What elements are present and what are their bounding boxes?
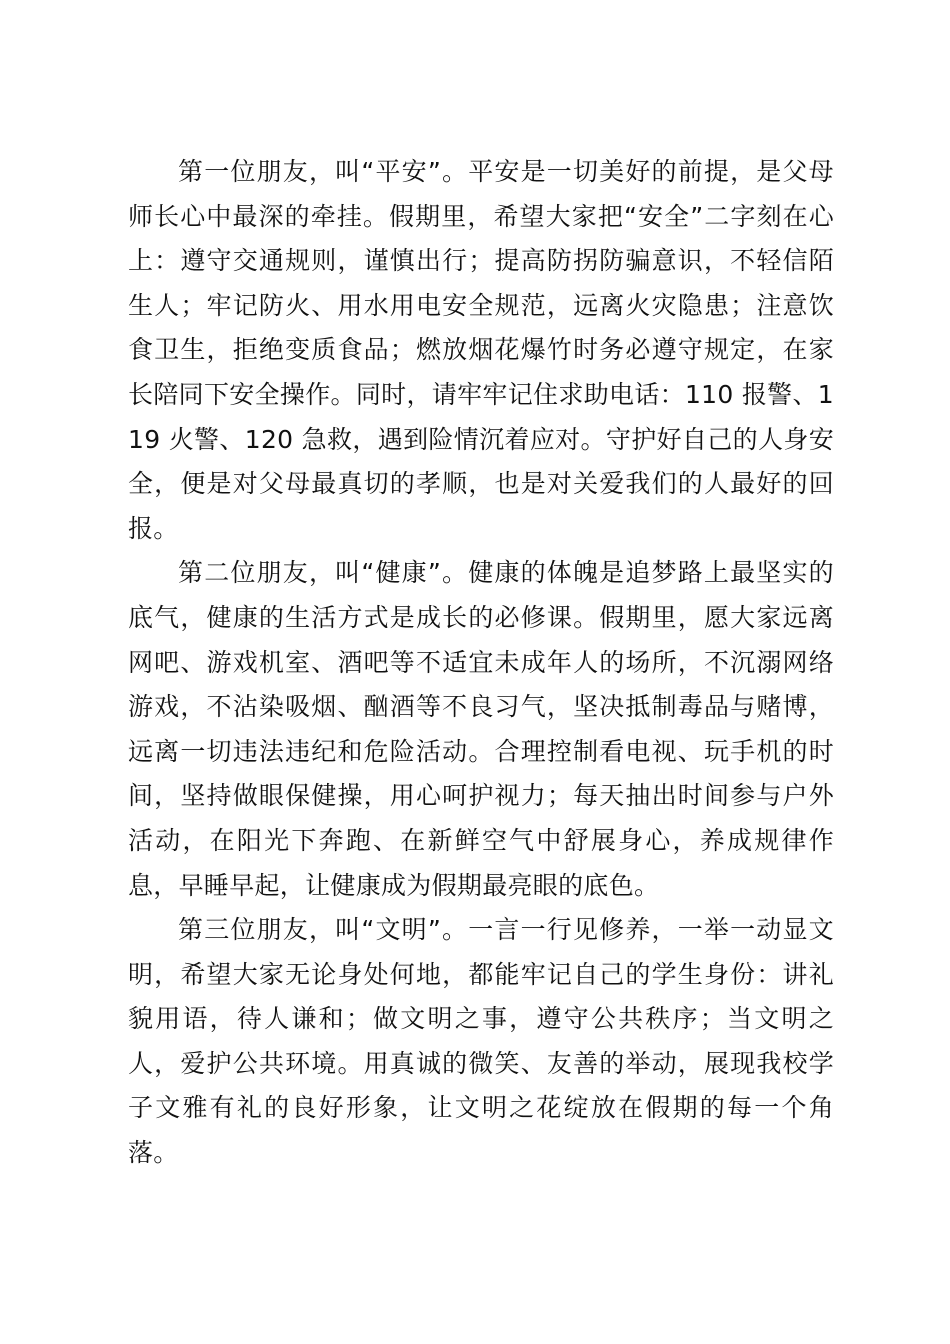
document-body [128, 150, 834, 1176]
paragraph-health: 第二位朋友，叫“健康”。健康的体魄是追梦路上最坚实的底气，健康的生活方式是成长的必修课。假期里，愿大家远离网吧、游戏机室、酒吧等不适宜未成年人的场所，不沉溺网络游戏，不沾染吸烟、酗酒等不良习气，坚决抵制毒品与赌博，远离一切违法违纪和危险活动。合理控制看电视、玩手机的时间，坚持做眼保健操，用心呵护视力；每天抽出时间参与户外活动，在阳光下奔跑、在新鲜空气中舒展身心，养成规律作息，早睡早起，让健康成为假期最亮眼的底色。 [128, 558, 834, 900]
paragraph-civility: 第三位朋友，叫“文明”。一言一行见修养，一举一动显文明，希望大家无论身处何地，都能牢记自己的学生身份：讲礼貌用语，待人谦和；做文明之事，遵守公共秩序；当文明之人，爱护公共环境。用真诚的微笑、友善的举动，展现我校学子文雅有礼的良好形象，让文明之花绽放在假期的每一个角落。 [128, 915, 834, 1168]
paragraph-safety: 第一位朋友，叫“平安”。平安是一切美好的前提，是父母师长心中最深的牵挂。假期里，希望大家把“安全”二字刻在心上：遵守交通规则，谨慎出行；提高防拐防骗意识，不轻信陌生人；牢记防火、用水用电安全规范，远离火灾隐患；注意饮食卫生，拒绝变质食品；燃放烟花爆竹时务必遵守规定，在家长陪同下安全操作。同时，请牢牢记住求助电话：110 报警、119 火警、120 急救，遇到险情沉着应对。守护好自己的人身安全，便是对父母最真切的孝顺，也是对关爱我们的人最好的回报。 [128, 157, 834, 543]
